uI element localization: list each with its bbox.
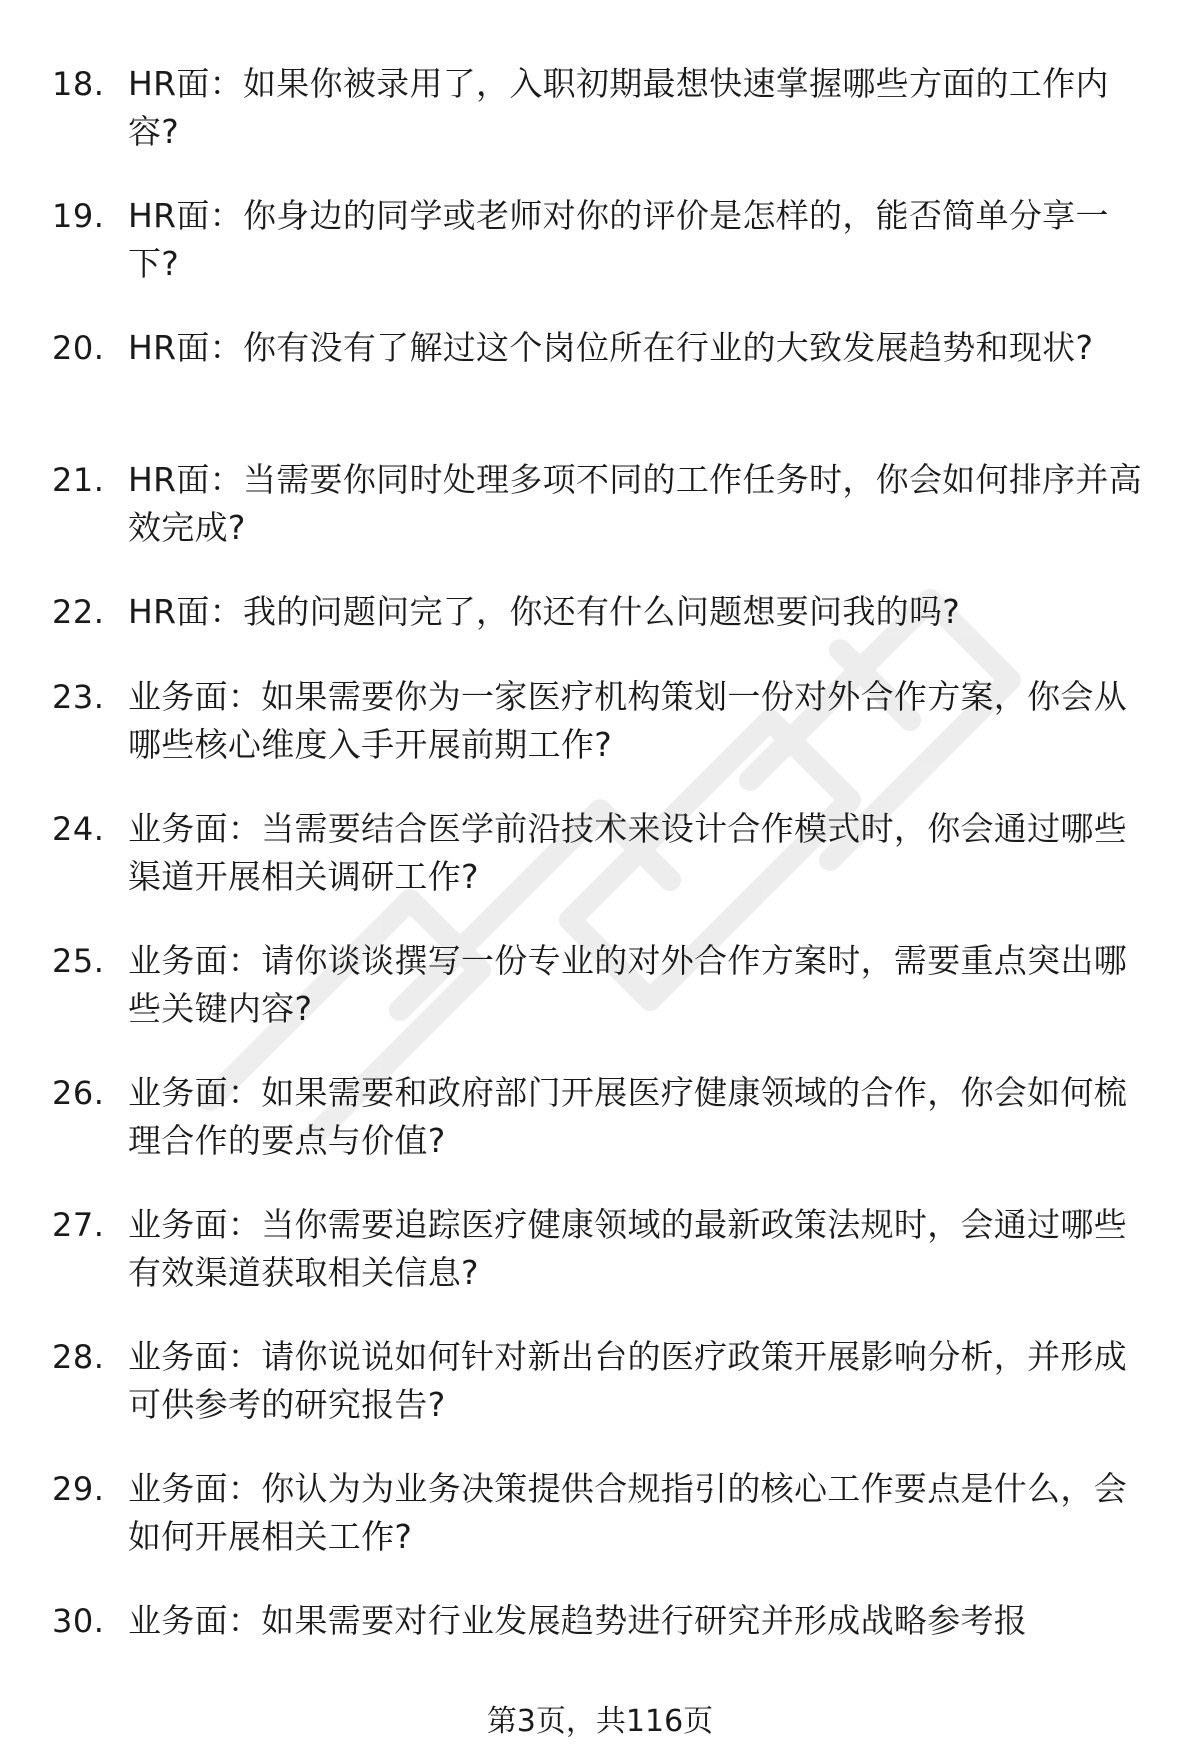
question-text: 业务面：如果需要你为一家医疗机构策划一份对外合作方案，你会从哪些核心维度入手开展前期工作? — [128, 677, 1127, 764]
question-item-28 — [0, 1333, 1200, 1465]
question-item-24 — [0, 805, 1200, 937]
question-item-26 — [0, 1069, 1200, 1201]
question-number: 27. — [52, 1206, 105, 1244]
question-number: 29. — [52, 1470, 105, 1508]
question-text: 业务面：如果需要对行业发展趋势进行研究并形成战略参考报 — [128, 1601, 1028, 1640]
question-text: HR面：你有没有了解过这个岗位所在行业的大致发展趋势和现状? — [128, 328, 1094, 367]
question-text: 业务面：你认为为业务决策提供合规指引的核心工作要点是什么，会如何开展相关工作? — [128, 1469, 1127, 1556]
question-number: 23. — [52, 678, 105, 716]
question-number: 22. — [52, 593, 105, 631]
question-number: 19. — [52, 197, 105, 235]
question-text: HR面：我的问题问完了，你还有什么问题想要问我的吗? — [128, 592, 961, 631]
question-item-22 — [0, 588, 1200, 673]
question-item-23 — [0, 673, 1200, 805]
question-item-29 — [0, 1465, 1200, 1597]
question-number: 30. — [52, 1602, 105, 1640]
question-number: 28. — [52, 1338, 105, 1376]
question-number: 21. — [52, 461, 105, 499]
question-text: 业务面：请你说说如何针对新出台的医疗政策开展影响分析，并形成可供参考的研究报告? — [128, 1337, 1127, 1424]
question-text: 业务面：请你谈谈撰写一份专业的对外合作方案时，需要重点突出哪些关键内容? — [128, 941, 1127, 1028]
question-item-20 — [0, 324, 1200, 456]
question-number: 25. — [52, 942, 105, 980]
question-item-18 — [0, 60, 1200, 192]
question-number: 24. — [52, 810, 105, 848]
question-text: HR面：如果你被录用了，入职初期最想快速掌握哪些方面的工作内容? — [128, 64, 1109, 151]
question-text: 业务面：如果需要和政府部门开展医疗健康领域的合作，你会如何梳理合作的要点与价值? — [128, 1073, 1127, 1160]
question-number: 18. — [52, 65, 105, 103]
question-item-27 — [0, 1201, 1200, 1333]
question-item-30 — [0, 1597, 1200, 1657]
question-item-21 — [0, 456, 1200, 588]
question-number: 26. — [52, 1074, 105, 1112]
question-item-25 — [0, 937, 1200, 1069]
question-number: 20. — [52, 329, 105, 367]
question-list — [0, 60, 1200, 1657]
question-text: HR面：当需要你同时处理多项不同的工作任务时，你会如何排序并高效完成? — [128, 460, 1143, 547]
question-text: HR面：你身边的同学或老师对你的评价是怎样的，能否简单分享一下? — [128, 196, 1109, 283]
question-text: 业务面：当你需要追踪医疗健康领域的最新政策法规时，会通过哪些有效渠道获取相关信息? — [128, 1205, 1127, 1292]
question-item-19 — [0, 192, 1200, 324]
page-footer: 第3页，共116页 — [486, 1704, 714, 1739]
question-text: 业务面：当需要结合医学前沿技术来设计合作模式时，你会通过哪些渠道开展相关调研工作? — [128, 809, 1127, 896]
